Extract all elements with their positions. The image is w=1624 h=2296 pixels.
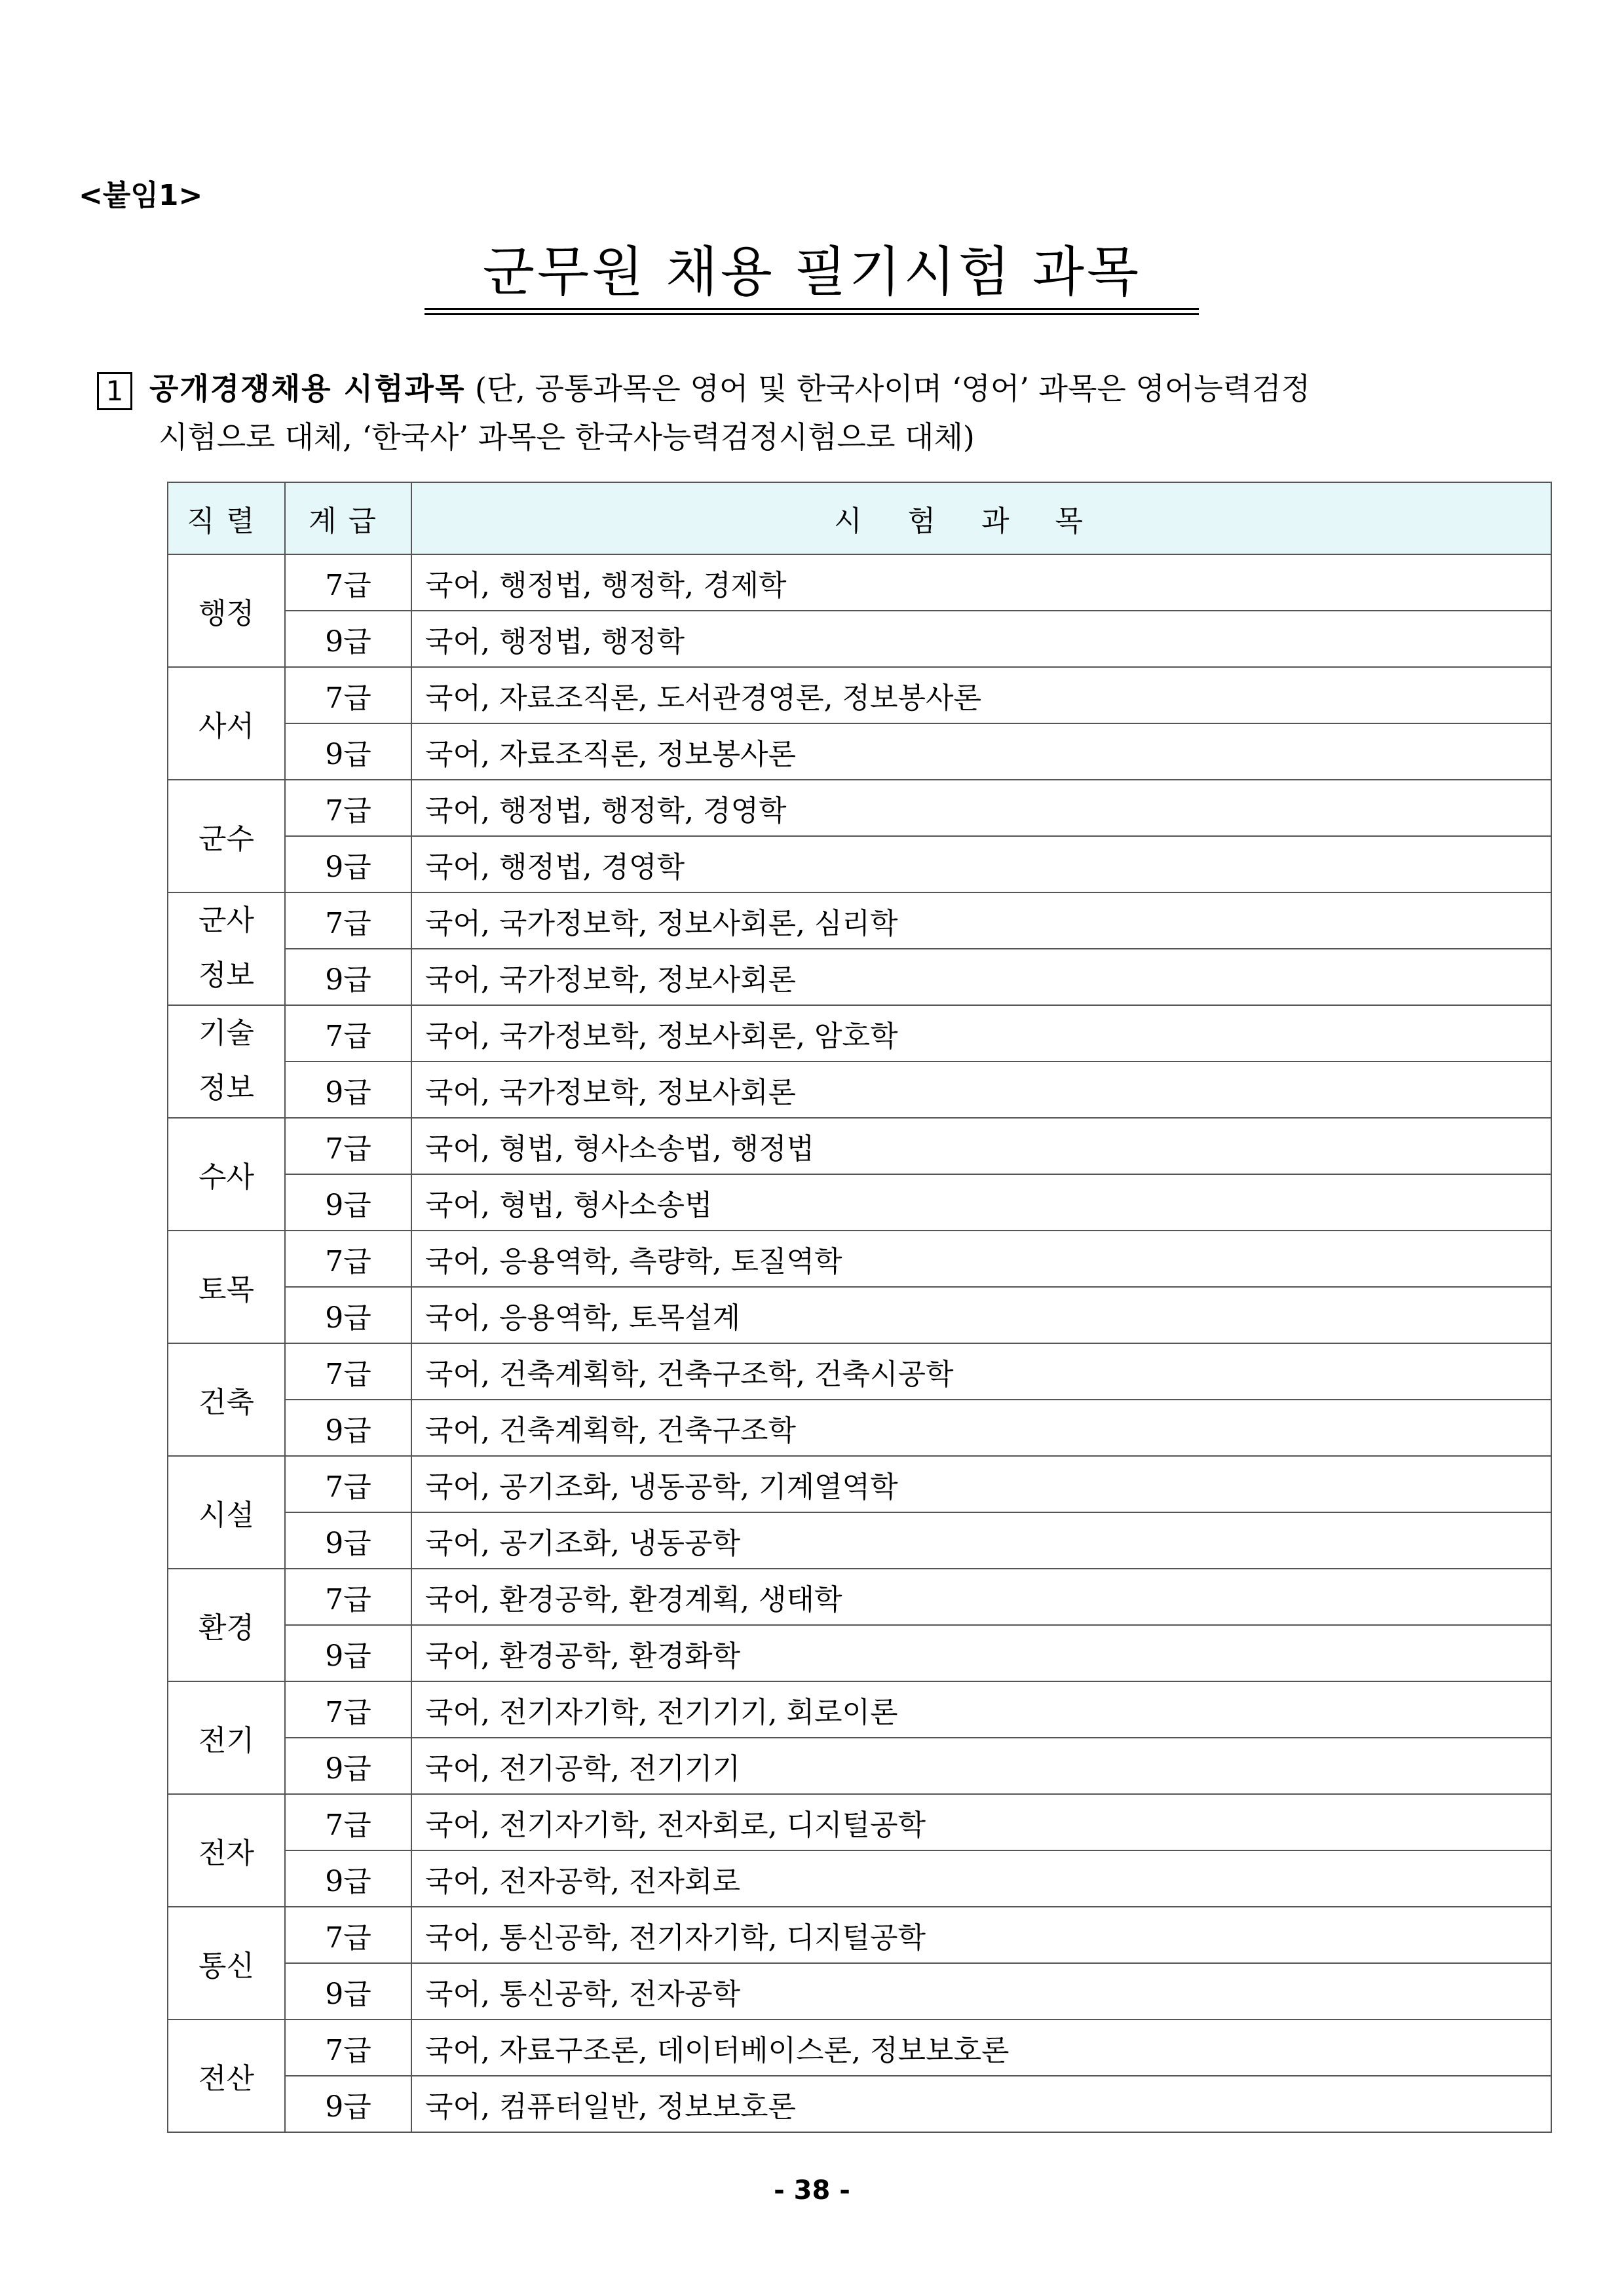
cell-grade: 9급 bbox=[285, 2076, 411, 2132]
cell-subjects: 국어, 건축계획학, 건축구조학, 건축시공학 bbox=[411, 1343, 1551, 1400]
cell-subjects: 국어, 행정법, 경영학 bbox=[411, 836, 1551, 892]
table-row bbox=[168, 1062, 1551, 1118]
cell-field bbox=[168, 892, 285, 1005]
table-row bbox=[168, 836, 1551, 892]
table-row bbox=[168, 1400, 1551, 1456]
table-row bbox=[168, 554, 1551, 611]
cell-grade: 7급 bbox=[285, 892, 411, 949]
cell-grade: 9급 bbox=[285, 949, 411, 1005]
cell-field: 토목 bbox=[168, 1231, 285, 1343]
cell-subjects: 국어, 전기공학, 전기기기 bbox=[411, 1738, 1551, 1794]
table-row bbox=[168, 1118, 1551, 1174]
page-number: - 38 - bbox=[774, 2175, 850, 2206]
cell-field-line: 정보 bbox=[198, 959, 254, 992]
table-body bbox=[168, 554, 1551, 2132]
cell-subjects: 국어, 전기자기학, 전기기기, 회로이론 bbox=[411, 1681, 1551, 1738]
cell-grade: 9급 bbox=[285, 1963, 411, 2019]
table-row bbox=[168, 1287, 1551, 1343]
cell-field bbox=[168, 1005, 285, 1118]
table-row bbox=[168, 1625, 1551, 1681]
section-note-1: (단, 공통과목은 영어 및 한국사이며 ‘영어’ 과목은 영어능력검정 bbox=[475, 371, 1311, 406]
cell-grade: 7급 bbox=[285, 1456, 411, 1512]
cell-subjects: 국어, 형법, 형사소송법, 행정법 bbox=[411, 1118, 1551, 1174]
cell-subjects: 국어, 통신공학, 전기자기학, 디지털공학 bbox=[411, 1907, 1551, 1963]
exam-subjects-table bbox=[167, 482, 1552, 2133]
cell-field-line: 정보 bbox=[198, 1071, 254, 1105]
cell-grade: 9급 bbox=[285, 1512, 411, 1569]
cell-grade: 9급 bbox=[285, 611, 411, 667]
cell-subjects: 국어, 국가정보학, 정보사회론, 암호학 bbox=[411, 1005, 1551, 1062]
cell-subjects: 국어, 환경공학, 환경계획, 생태학 bbox=[411, 1569, 1551, 1625]
cell-grade: 9급 bbox=[285, 1400, 411, 1456]
table-row bbox=[168, 1569, 1551, 1625]
cell-grade: 7급 bbox=[285, 554, 411, 611]
cell-grade: 7급 bbox=[285, 1231, 411, 1287]
cell-subjects: 국어, 자료조직론, 정보봉사론 bbox=[411, 723, 1551, 780]
cell-subjects: 국어, 응용역학, 측량학, 토질역학 bbox=[411, 1231, 1551, 1287]
table-row bbox=[168, 1794, 1551, 1850]
cell-grade: 9급 bbox=[285, 1850, 411, 1907]
cell-field: 군수 bbox=[168, 780, 285, 892]
table-row bbox=[168, 1738, 1551, 1794]
cell-grade: 9급 bbox=[285, 1174, 411, 1231]
cell-field: 전산 bbox=[168, 2019, 285, 2132]
table-row bbox=[168, 780, 1551, 836]
cell-grade: 7급 bbox=[285, 667, 411, 723]
table-row bbox=[168, 1512, 1551, 1569]
section-note-2: 시험으로 대체, ‘한국사’ 과목은 한국사능력검정시험으로 대체) bbox=[159, 419, 975, 455]
attachment-label: <붙임1> bbox=[79, 179, 203, 212]
table-row bbox=[168, 2019, 1551, 2076]
cell-grade: 9급 bbox=[285, 1625, 411, 1681]
cell-field: 환경 bbox=[168, 1569, 285, 1681]
cell-subjects: 국어, 통신공학, 전자공학 bbox=[411, 1963, 1551, 2019]
cell-grade: 7급 bbox=[285, 2019, 411, 2076]
header-subjects: 시험과목 bbox=[411, 482, 1551, 554]
table-row bbox=[168, 1005, 1551, 1062]
cell-grade: 9급 bbox=[285, 1738, 411, 1794]
cell-field: 전자 bbox=[168, 1794, 285, 1907]
cell-subjects: 국어, 국가정보학, 정보사회론 bbox=[411, 949, 1551, 1005]
cell-subjects: 국어, 전기자기학, 전자회로, 디지털공학 bbox=[411, 1794, 1551, 1850]
cell-grade: 9급 bbox=[285, 1287, 411, 1343]
cell-grade: 9급 bbox=[285, 836, 411, 892]
table-row bbox=[168, 1681, 1551, 1738]
cell-grade: 7급 bbox=[285, 1005, 411, 1062]
table-row bbox=[168, 667, 1551, 723]
section-line-1 bbox=[97, 364, 1551, 413]
cell-field: 행정 bbox=[168, 554, 285, 667]
table-row bbox=[168, 611, 1551, 667]
cell-subjects: 국어, 응용역학, 토목설계 bbox=[411, 1287, 1551, 1343]
cell-field: 사서 bbox=[168, 667, 285, 780]
cell-field: 통신 bbox=[168, 1907, 285, 2019]
cell-field: 수사 bbox=[168, 1118, 285, 1231]
cell-grade: 7급 bbox=[285, 780, 411, 836]
cell-field-line: 군사 bbox=[198, 904, 254, 937]
cell-grade: 7급 bbox=[285, 1569, 411, 1625]
table-row bbox=[168, 2076, 1551, 2132]
section-number: 1 bbox=[97, 372, 132, 410]
cell-grade: 7급 bbox=[285, 1343, 411, 1400]
section-1 bbox=[97, 364, 1551, 461]
cell-subjects: 국어, 공기조화, 냉동공학 bbox=[411, 1512, 1551, 1569]
page-title: 군무원 채용 필기시험 과목 bbox=[482, 241, 1142, 303]
cell-subjects: 국어, 국가정보학, 정보사회론 bbox=[411, 1062, 1551, 1118]
cell-subjects: 국어, 컴퓨터일반, 정보보호론 bbox=[411, 2076, 1551, 2132]
header-grade: 계급 bbox=[285, 482, 411, 554]
table-row bbox=[168, 892, 1551, 949]
cell-field: 시설 bbox=[168, 1456, 285, 1569]
cell-subjects: 국어, 전자공학, 전자회로 bbox=[411, 1850, 1551, 1907]
cell-subjects: 국어, 공기조화, 냉동공학, 기계열역학 bbox=[411, 1456, 1551, 1512]
cell-subjects: 국어, 자료조직론, 도서관경영론, 정보봉사론 bbox=[411, 667, 1551, 723]
table-row bbox=[168, 723, 1551, 780]
cell-grade: 7급 bbox=[285, 1794, 411, 1850]
cell-subjects: 국어, 형법, 형사소송법 bbox=[411, 1174, 1551, 1231]
table-row bbox=[168, 1343, 1551, 1400]
cell-grade: 7급 bbox=[285, 1907, 411, 1963]
cell-subjects: 국어, 자료구조론, 데이터베이스론, 정보보호론 bbox=[411, 2019, 1551, 2076]
cell-subjects: 국어, 행정법, 행정학, 경제학 bbox=[411, 554, 1551, 611]
title-underline-top bbox=[425, 308, 1199, 310]
table-row bbox=[168, 1907, 1551, 1963]
header-field: 직렬 bbox=[168, 482, 285, 554]
table-row bbox=[168, 1456, 1551, 1512]
cell-field: 건축 bbox=[168, 1343, 285, 1456]
cell-subjects: 국어, 행정법, 행정학, 경영학 bbox=[411, 780, 1551, 836]
cell-grade: 7급 bbox=[285, 1118, 411, 1174]
table-row bbox=[168, 1231, 1551, 1287]
cell-subjects: 국어, 건축계획학, 건축구조학 bbox=[411, 1400, 1551, 1456]
table-row bbox=[168, 1963, 1551, 2019]
table-row bbox=[168, 1850, 1551, 1907]
cell-grade: 9급 bbox=[285, 723, 411, 780]
cell-grade: 7급 bbox=[285, 1681, 411, 1738]
table-header-row bbox=[168, 482, 1551, 554]
table-row bbox=[168, 1174, 1551, 1231]
cell-field: 전기 bbox=[168, 1681, 285, 1794]
cell-field-line: 기술 bbox=[198, 1016, 254, 1050]
title-underline-bottom bbox=[425, 313, 1199, 315]
cell-subjects: 국어, 환경공학, 환경화학 bbox=[411, 1625, 1551, 1681]
cell-subjects: 국어, 행정법, 행정학 bbox=[411, 611, 1551, 667]
cell-grade: 9급 bbox=[285, 1062, 411, 1118]
cell-subjects: 국어, 국가정보학, 정보사회론, 심리학 bbox=[411, 892, 1551, 949]
section-heading: 공개경쟁채용 시험과목 bbox=[149, 371, 466, 406]
table-row bbox=[168, 949, 1551, 1005]
